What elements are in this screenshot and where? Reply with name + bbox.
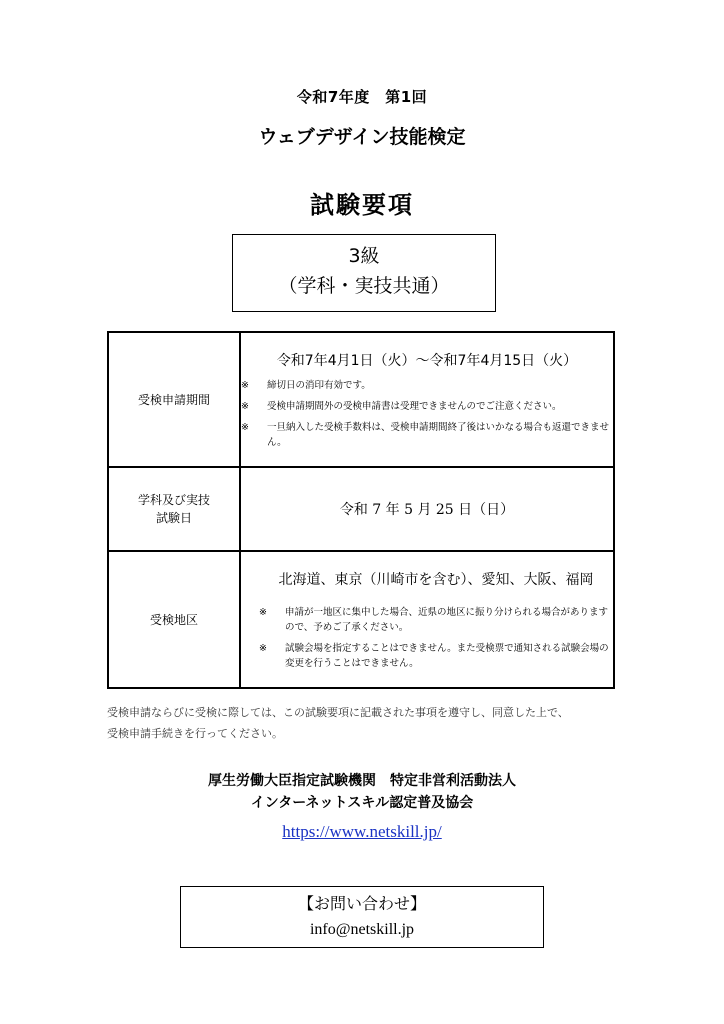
contact-email[interactable]: info@netskill.jp — [309, 921, 415, 938]
agreement-text: 受検申請ならびに受検に際しては、この試験要項に記載された事項を遵守し、同意した上で、 受検申請手続きを行ってください。 — [107, 706, 569, 740]
exam-date-label: 学科及び実技 試験日 — [108, 467, 240, 551]
exam-date-cell — [240, 467, 614, 551]
organization-name: インターネットスキル認定普及協会 — [250, 795, 474, 811]
application-period-value: 令和7年4月1日（火）～令和7年4月15日（火） — [276, 352, 578, 369]
region-label: 受検地区 — [108, 551, 240, 688]
region-note: ※ 試験会場を指定することはできません。また受検票で通知される試験会場の変更を行うことはできません。 — [259, 642, 609, 669]
grade-box — [232, 234, 496, 312]
application-note: ※ 受検申請期間外の受検申請書は受理できませんのでご注意ください。 — [241, 400, 562, 412]
page-heading: 試験要項 — [310, 191, 414, 219]
exam-session-subtitle: 令和7年度 第1回 — [296, 88, 428, 106]
application-note: ※ 締切日の消印有効です。 — [241, 379, 371, 391]
website-link[interactable]: https://www.netskill.jp/ — [282, 822, 442, 841]
grade-scope: （学科・実技共通） — [278, 275, 450, 297]
table-row-exam-date — [108, 467, 614, 551]
region-note: ※ 申請が一地区に集中した場合、近県の地区に振り分けられる場合がありますので、予めご了承ください。 — [259, 606, 609, 633]
application-period-cell — [240, 332, 614, 467]
exam-date-value: 令和 7 年 5 月 25 日（日） — [339, 502, 515, 518]
organization-designation: 厚生労働大臣指定試験機関 特定非営利活動法人 — [208, 773, 516, 789]
contact-title: 【お問い合わせ】 — [297, 896, 426, 913]
grade-level: 3級 — [348, 245, 380, 267]
region-list: 北海道、東京（川崎市を含む）、愛知、大阪、福岡 — [278, 571, 594, 588]
table-row-region — [108, 551, 614, 688]
contact-box — [180, 886, 544, 948]
application-period-label: 受検申請期間 — [108, 332, 240, 467]
table-row-application — [108, 332, 614, 467]
application-note: ※ 一旦納入した受検手数料は、受検申請期間終了後はいかなる場合も返還できません。 — [241, 421, 610, 448]
region-cell — [240, 551, 614, 688]
organization-block — [0, 770, 724, 814]
exam-title: ウェブデザイン技能検定 — [258, 126, 466, 148]
exam-info-table — [107, 331, 615, 689]
